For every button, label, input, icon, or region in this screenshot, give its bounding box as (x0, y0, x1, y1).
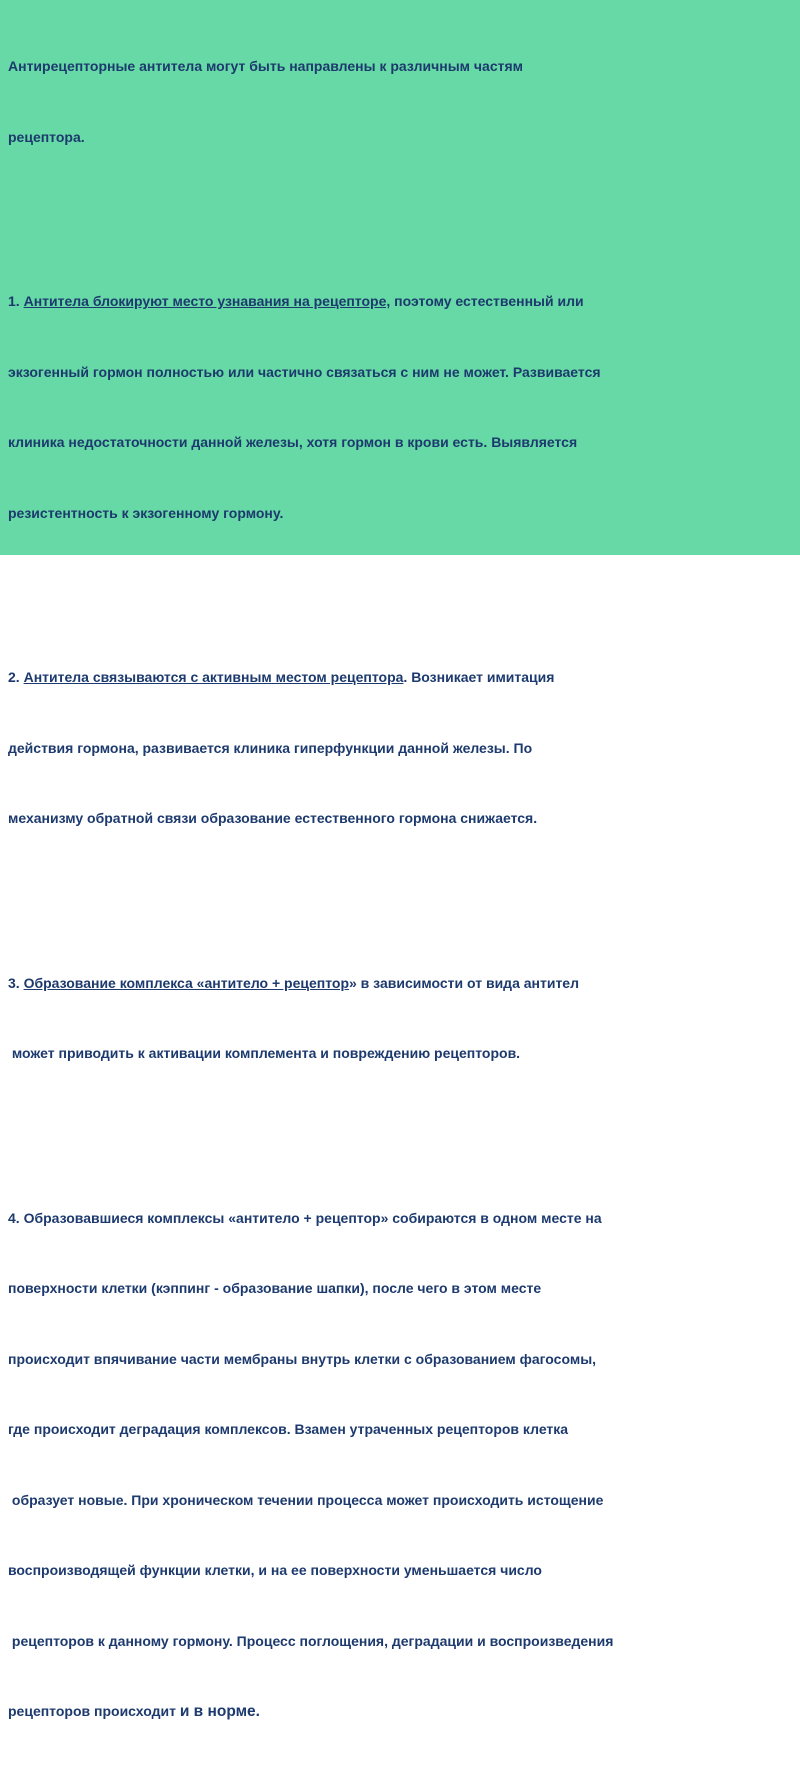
blank-line (8, 196, 792, 220)
intro-line-2: рецептора. (8, 128, 85, 145)
blank-line (8, 572, 792, 596)
point-2-number: 2. (8, 669, 24, 685)
point-4-line-2: поверхности клетки (кэппинг - образование шапки), после чего в этом месте (8, 1280, 542, 1296)
point-1-rest: поэтому естественный или (390, 293, 584, 309)
point-1-number: 1. (8, 293, 24, 309)
point-2-heading: Антитела связываются с активным местом рецептора (23, 669, 404, 685)
point-1-line-3: клиника недостаточности данной железы, хотя гормон в крови есть. Выявляется (8, 434, 578, 450)
point-1-line-4: резистентность к экзогенному гормону. (8, 504, 284, 521)
point-1-line-2: экзогенный гормон полностью или частично связаться с ним не может. Развивается (8, 363, 601, 380)
point-4-line-8-start: рецепторов происходит (8, 1703, 180, 1719)
point-1-line-1 (8, 290, 792, 314)
point-2-line-1 (8, 666, 792, 690)
point-1-heading: Антитела блокируют место узнавания на рецепторе, (23, 293, 391, 309)
point-3-line-1 (8, 972, 792, 996)
blank-line (8, 878, 792, 902)
point-4-line-1: 4. Образовавшиеся комплексы «антитело + рецептор» собираются в одном месте на (8, 1209, 602, 1226)
point-3-rest: » в зависимости от вида антител (349, 974, 579, 991)
point-4-line-8-end: и в норме. (179, 1703, 260, 1720)
point-4-line-7: рецепторов к данному гормону. Процесс поглощения, деградации и воспроизведения (8, 1632, 614, 1649)
point-2-line-2: действия гормона, развивается клиника гиперфункции данной железы. По (8, 739, 533, 756)
point-4-line-8 (8, 1700, 792, 1724)
point-2-line-3: механизму обратной связи образование естественного гормона снижается. (8, 810, 538, 826)
point-3-number: 3. (8, 974, 24, 991)
point-4-line-4: где происходит деградация комплексов. Взамен утраченных рецепторов клетка (8, 1421, 569, 1437)
point-3-line-2: может приводить к активации комплемента и повреждению рецепторов. (8, 1045, 521, 1061)
point-4-line-3: происходит впячивание части мембраны внутрь клетки с образованием фагосомы, (8, 1350, 597, 1367)
point-4-line-5: образует новые. При хроническом течении процесса может происходить истощение (8, 1491, 604, 1508)
body-text (8, 8, 792, 1771)
intro-line-1: Антирецепторные антитела могут быть направлены к различным частям (8, 58, 524, 74)
point-4-line-6: воспроизводящей функции клетки, и на ее поверхности уменьшается число (8, 1562, 542, 1578)
point-2-rest: . Возникает имитация (403, 669, 555, 685)
point-3-heading: Образование комплекса «антитело + рецептор (23, 974, 349, 991)
blank-line (8, 1113, 792, 1137)
